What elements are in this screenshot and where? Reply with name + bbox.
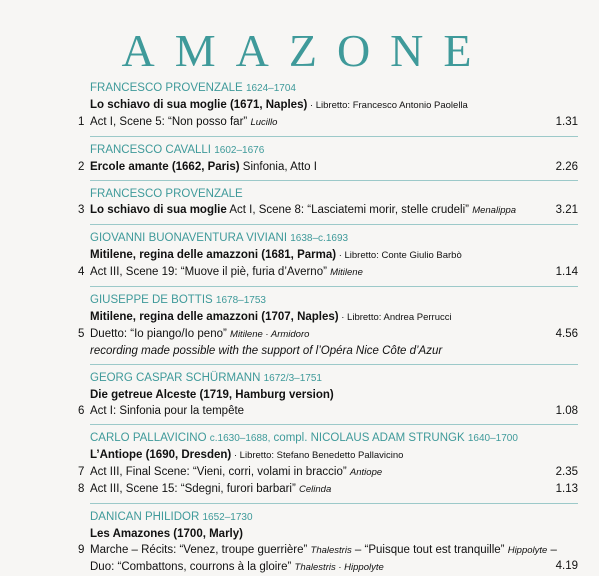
track-title: Act III, Scene 19: “Muove il piè, furia d’Averno”	[90, 266, 327, 278]
track-role: Mitilene	[330, 267, 363, 278]
track-role: Lucillo	[250, 117, 278, 128]
work-title: Les Amazones (1700, Marly)	[90, 528, 243, 540]
track-role: Hippolyte	[507, 545, 548, 556]
recording-note: recording made possible with the support of l’Opéra Nice Côte d’Azur	[90, 345, 443, 357]
track-role: Menalippa	[472, 205, 517, 216]
track-title: Marche – Récits: “Venez, troupe guerrière”	[90, 544, 308, 556]
track-number: 7	[78, 466, 85, 478]
track-duration: 4.19	[555, 560, 578, 572]
track-duration: 1.31	[555, 116, 578, 128]
track-role: Antiope	[349, 467, 383, 478]
libretto: · Libretto: Andrea Perrucci	[338, 312, 452, 323]
divider	[90, 424, 578, 425]
composer-name: GEORG CASPAR SCHÜRMANN 1672/3–1751	[90, 372, 322, 384]
track-title: Act I, Scene 8: “Lasciatemi morir, stelle crudeli”	[226, 204, 469, 216]
track-title: Act III, Scene 15: “Sdegni, furori barbari”	[90, 483, 296, 495]
track-role: Thalestris	[310, 545, 352, 556]
track-duration: 2.26	[555, 161, 578, 173]
track-title-cont: Duo: “Combattons, courrons à la gloire”	[90, 561, 292, 573]
track-9[interactable]	[78, 542, 578, 576]
track-title: Act I: Sinfonia pour la tempête	[90, 405, 245, 417]
composer-name: GIOVANNI BUONAVENTURA VIVIANI 1638–c.1693	[90, 232, 349, 244]
divider	[90, 136, 578, 137]
composer-dates: c.1630–1688,	[209, 433, 271, 444]
section-pallavicino	[78, 430, 578, 498]
track-number: 4	[78, 266, 85, 278]
composer-name: CARLO PALLAVICINO c.1630–1688, compl. NICOLAUS ADAM STRUNGK 1640–1700	[90, 432, 518, 444]
track-number: 6	[78, 405, 85, 417]
track-number: 3	[78, 204, 85, 216]
work-title: Lo schiavo di sua moglie	[90, 204, 227, 216]
section-schurmann	[78, 370, 578, 419]
track-number: 1	[78, 116, 85, 128]
divider	[90, 180, 578, 181]
section-viviani	[78, 230, 578, 281]
section-provenzale-2	[78, 186, 578, 219]
divider	[90, 286, 578, 287]
composer-dates: 1652–1730	[202, 512, 253, 523]
track-duration: 1.13	[555, 483, 578, 495]
composer-name: DANICAN PHILIDOR 1652–1730	[90, 511, 253, 523]
track-6[interactable]	[78, 403, 578, 419]
composer-name: GIUSEPPE DE BOTTIS 1678–1753	[90, 294, 266, 306]
album-title: AMAZONE	[121, 25, 492, 76]
track-number: 2	[78, 161, 85, 173]
composer-dates: 1678–1753	[215, 295, 266, 306]
divider	[90, 224, 578, 225]
libretto: · Libretto: Stefano Benedetto Pallavicino	[231, 450, 404, 461]
track-role: Mitilene · Armidoro	[230, 329, 310, 340]
composer-dates: 1624–1704	[245, 83, 296, 94]
track-2[interactable]	[78, 159, 578, 175]
track-title: Act III, Final Scene: “Vieni, corri, volami in braccio”	[90, 466, 347, 478]
composer-dates-2: 1640–1700	[467, 433, 518, 444]
track-number: 8	[78, 483, 85, 495]
composer-dates: 1638–c.1693	[290, 233, 349, 244]
track-role: Thalestris · Hippolyte	[294, 562, 384, 573]
track-3[interactable]	[78, 202, 578, 219]
work-title: Mitilene, regina delle amazzoni (1707, Naples) · Libretto: Andrea Perrucci	[90, 311, 452, 323]
track-number: 9	[78, 544, 85, 556]
composer-name: FRANCESCO CAVALLI 1602–1676	[90, 144, 265, 156]
section-de-bottis	[78, 292, 578, 359]
track-duration: 2.35	[555, 466, 578, 478]
composer-dates: 1672/3–1751	[263, 373, 322, 384]
track-duration: 1.14	[555, 266, 578, 278]
track-8[interactable]	[78, 481, 578, 498]
work-title: Mitilene, regina delle amazzoni (1681, Parma) · Libretto: Conte Giulio Barbò	[90, 249, 462, 261]
divider	[90, 364, 578, 365]
track-title: Sinfonia, Atto I	[239, 161, 317, 173]
track-title-cont: – “Puisque tout est tranquille”	[351, 544, 505, 556]
composer-name-2: compl. NICOLAUS ADAM STRUNGK	[270, 432, 465, 444]
libretto: · Libretto: Francesco Antonio Paolella	[307, 100, 468, 111]
track-1[interactable]	[78, 114, 578, 131]
composer-name: FRANCESCO PROVENZALE	[90, 188, 243, 200]
track-duration: 1.08	[555, 405, 578, 417]
composer-dates: 1602–1676	[214, 145, 265, 156]
track-duration: 4.56	[555, 328, 578, 340]
track-title-cont: –	[547, 544, 557, 556]
section-provenzale-1	[78, 80, 578, 131]
track-title: Act I, Scene 5: “Non posso far”	[90, 116, 248, 128]
section-cavalli	[78, 142, 578, 175]
track-role: Celinda	[299, 484, 332, 495]
track-number: 5	[78, 328, 85, 340]
composer-name: FRANCESCO PROVENZALE 1624–1704	[90, 82, 296, 94]
tracklist	[78, 80, 578, 576]
track-duration: 3.21	[555, 204, 578, 216]
track-title: Duetto: “Io piango/Io peno”	[90, 328, 227, 340]
work-title: Ercole amante (1662, Paris)	[90, 161, 240, 173]
libretto: · Libretto: Conte Giulio Barbò	[336, 250, 462, 261]
divider	[90, 503, 578, 504]
work-title: Die getreue Alceste (1719, Hamburg version)	[90, 389, 334, 401]
track-5[interactable]	[78, 326, 578, 343]
work-title: L’Antiope (1690, Dresden) · Libretto: Stefano Benedetto Pallavicino	[90, 449, 404, 461]
track-7[interactable]	[78, 464, 578, 481]
work-title: Lo schiavo di sua moglie (1671, Naples) · Libretto: Francesco Antonio Paolella	[90, 99, 468, 111]
track-4[interactable]	[78, 264, 578, 281]
